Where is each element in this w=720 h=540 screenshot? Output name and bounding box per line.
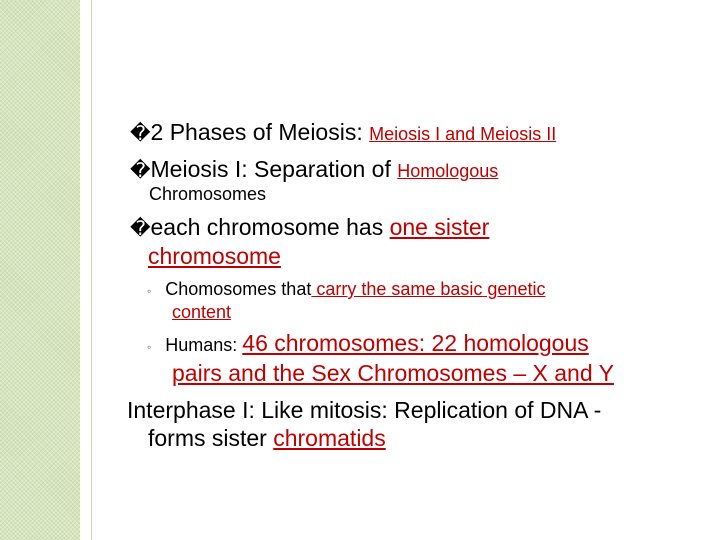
chromosome-count-link: 46 chromosomes: 22 homologous [242, 330, 589, 356]
genetic-content-link: carry the same basic genetic [311, 279, 546, 299]
chromatids-link: chromatids [273, 425, 386, 451]
interphase-paragraph: Interphase I: Like mitosis: Replication of DNA - [127, 397, 602, 423]
bullet-icon: � [130, 216, 151, 240]
bullet-sister-chromosome [130, 214, 489, 241]
sub-bullet-icon: ◦ [147, 284, 152, 298]
meiosis-i-and-ii-link: Meiosis I and Meiosis II [369, 124, 557, 144]
sub-bullet-chomosomes [147, 279, 545, 300]
bullet-phases-text: 2 Phases of Meiosis: [150, 119, 370, 145]
bullet-phases [130, 119, 556, 146]
sex-chromosomes-continuation-link: pairs and the Sex Chromosomes – X and Y [172, 360, 614, 386]
sub-bullet-humans [147, 330, 589, 357]
content-continuation-link: content [172, 302, 232, 322]
sub-bullet-chomosomes-text: Chomosomes that [165, 279, 312, 299]
homologous-link: Homologous [397, 161, 499, 181]
chromosome-continuation-link: chromosome [148, 243, 281, 269]
bullet-icon: � [130, 121, 151, 145]
bullet-sister-text: each chromosome has [150, 214, 390, 240]
sub-bullet-icon: ◦ [147, 340, 152, 354]
bullet-icon: � [130, 158, 151, 182]
interphase-continuation-text: forms sister [148, 425, 274, 451]
sub-bullet-humans-text: Humans: [165, 335, 243, 355]
bullet-meiosis-i-continuation: Chromosomes [149, 184, 267, 204]
bullet-meiosis-i [130, 156, 498, 183]
bullet-meiosis-i-text: Meiosis I: Separation of [150, 156, 398, 182]
interphase-continuation [148, 425, 386, 452]
one-sister-link: one sister [389, 214, 490, 240]
